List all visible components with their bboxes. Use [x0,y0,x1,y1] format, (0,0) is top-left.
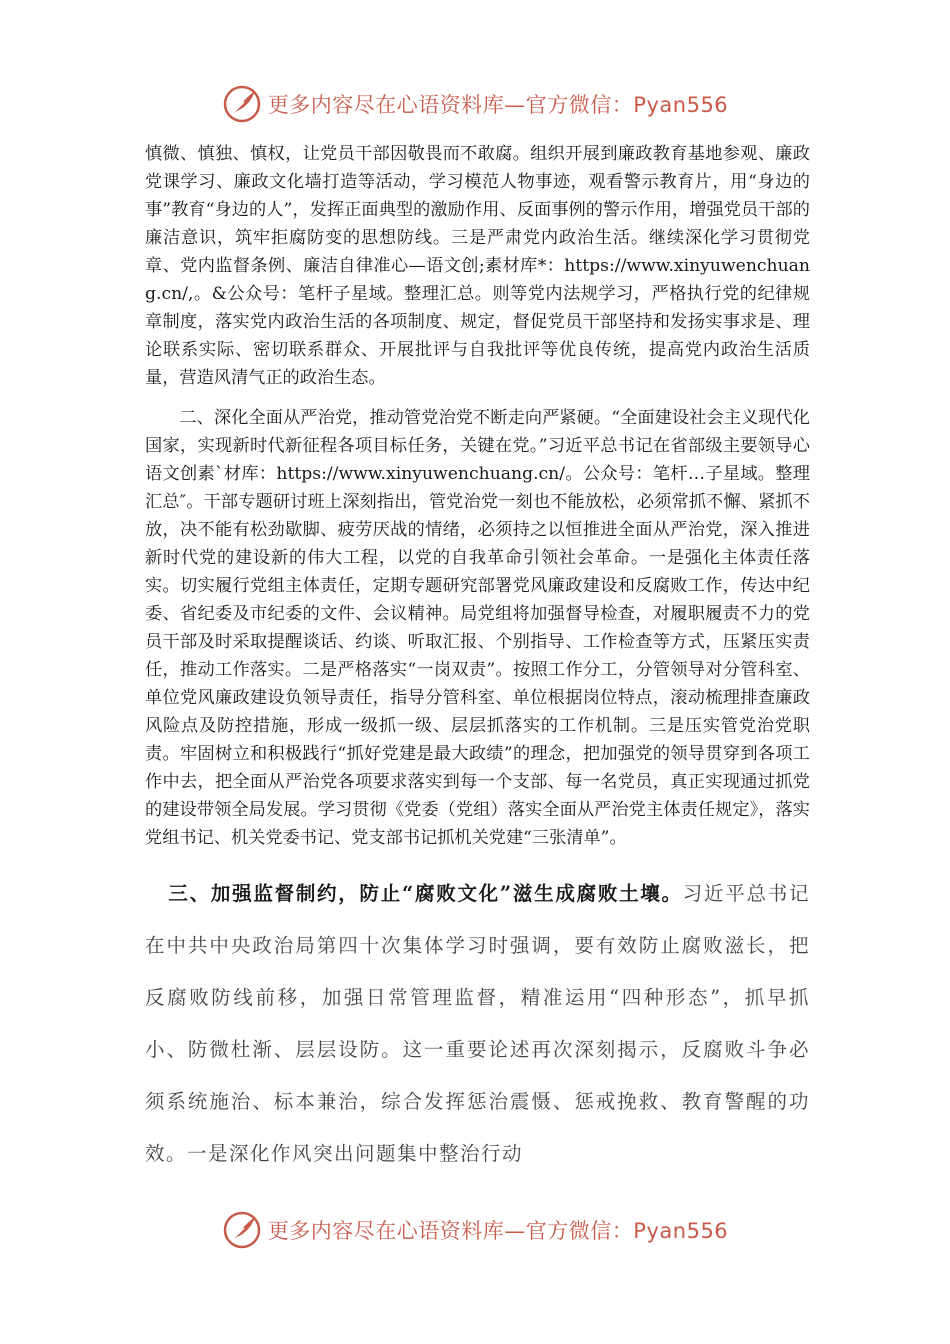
footer-banner [0,1208,950,1252]
quill-pen-icon [222,1210,262,1250]
paragraph-3-body: 习近平总书记在中共中央政治局第四十次集体学习时强调，要有效防止腐败滋长，把反腐败防线前移，加强日常管理监督，精准运用“四种形态”，抓早抓小、防微杜渐、层层设防。这一重要论述再次深刻揭示，反腐败斗争必须系统施治、标本兼治，综合发挥惩治震慑、惩戒挽救、教育警醒的功效。一是深化作风突出问题集中整治行动 [145,882,810,1165]
header-banner [0,82,950,126]
paragraph-3 [145,868,810,1180]
document-body [145,140,810,1180]
banner-text: 更多内容尽在心语资料库—官方微信：Pyan556 [267,93,729,117]
paragraph-2: 二、深化全面从严治党，推动管党治党不断走向严紧硬。“全面建设社会主义现代化国家，实现新时代新征程各项目标任务，关键在党。”习近平总书记在省部级主要领导心语文创素`材库：https://www.xinyuwenchuang.cn/。公众号：笔杆…子星域。整理汇总″。干部专题研讨班上深刻指出，管党治党一刻也不能放松，必须常抓不懈、紧抓不放，决不能有松劲歇脚、疲劳厌战的情绪，必须持之以恒推进全面从严治党，深入推进新时代党的建设新的伟大工程，以党的自我革命引领社会革命。一是强化主体责任落实。切实履行党组主体责任，定期专题研究部署党风廉政建设和反腐败工作，传达中纪委、省纪委及市纪委的文件、会议精神。局党组将加强督导检查，对履职履责不力的党员干部及时采取提醒谈话、约谈、听取汇报、个别指导、工作检查等方式，压紧压实责任，推动工作落实。二是严格落实“一岗双责”。按照工作分工，分管领导对分管科室、单位党风廉政建设负领导责任，指导分管科室、单位根据岗位特点，滚动梳理排查廉政风险点及防控措施，形成一级抓一级、层层抓落实的工作机制。三是压实管党治党职责。牢固树立和积极践行“抓好党建是最大政绩”的理念，把加强党的领导贯穿到各项工作中去，把全面从严治党各项要求落实到每一个支部、每一名党员，真正实现通过抓党的建设带领全局发展。学习贯彻《党委（党组）落实全面从严治党主体责任规定》，落实党组书记、机关党委书记、党支部书记抓机关党建“三张清单”。 [145,408,810,848]
quill-pen-icon [222,84,262,124]
banner-text: 更多内容尽在心语资料库—官方微信：Pyan556 [267,1219,729,1243]
paragraph-1: 慎微、慎独、慎权，让党员干部因敬畏而不敢腐。组织开展到廉政教育基地参观、廉政党课学习、廉政文化墙打造等活动，学习模范人物事迹，观看警示教育片，用“身边的事”教育“身边的人”，发挥正面典型的激励作用、反面事例的警示作用，增强党员干部的廉洁意识，筑牢拒腐防变的思想防线。三是严肃党内政治生活。继续深化学习贯彻党章、党内监督条例、廉洁自律准心—语文创;素材库*：https://www.xinyuwenchuang.cn/,。&公众号：笔杆子星域。整理汇总。则等党内法规学习，严格执行党的纪律规章制度，落实党内政治生活的各项制度、规定，督促党员干部坚持和发扬实事求是、理论联系实际、密切联系群众、开展批评与自我批评等优良传统，提高党内政治生活质量，营造风清气正的政治生态。 [145,144,810,388]
section-heading: 三、加强监督制约，防止“腐败文化”滋生成腐败土壤。 [168,882,683,905]
